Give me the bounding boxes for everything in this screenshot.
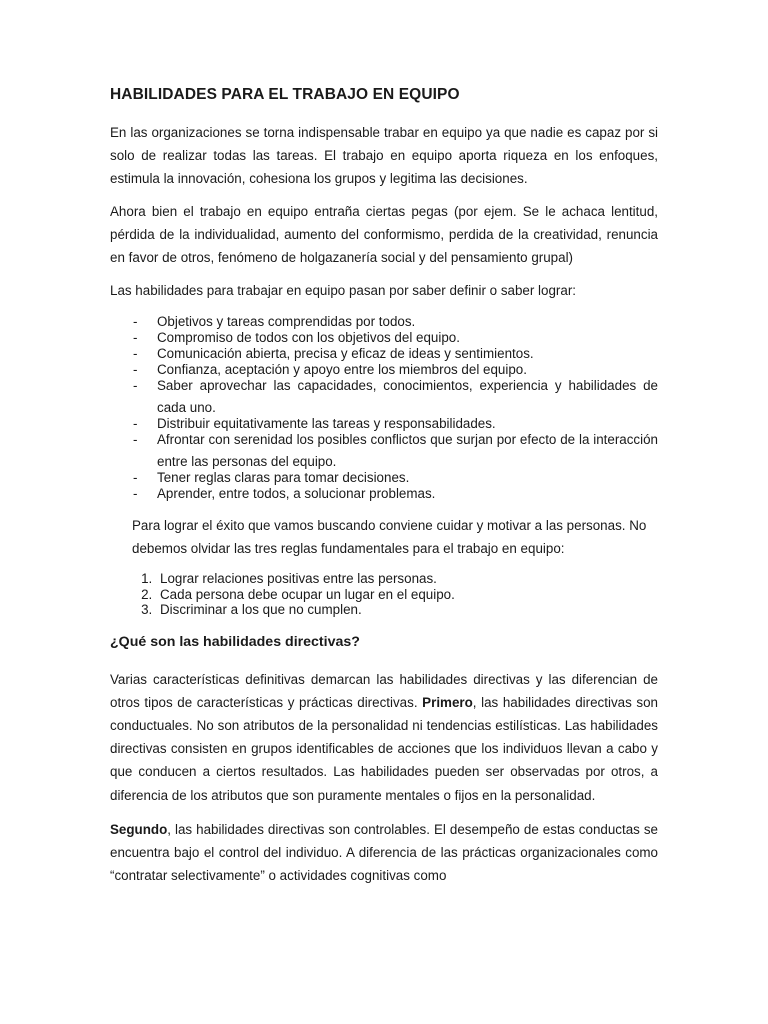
motivation-paragraph: Para lograr el éxito que vamos buscando conviene cuidar y motivar a las personas. No debemos olvidar las tres reglas fundamentales para el trabajo en equipo: bbox=[132, 518, 647, 556]
list-item: - Saber aprovechar las capacidades, conocimientos, experiencia y habilidades de cada uno. bbox=[133, 375, 658, 419]
list-item: - Aprender, entre todos, a solucionar problemas. bbox=[133, 486, 658, 502]
section-heading: ¿Qué son las habilidades directivas? bbox=[110, 633, 360, 650]
paragraph-text: Varias características definitivas demarcan las habilidades directivas y las diferencian de otros tipos de características y prácticas directivas. bbox=[110, 671, 658, 710]
list-item: - Afrontar con serenidad los posibles conflictos que surjan por efecto de la interacción entre las personas del equipo. bbox=[133, 429, 658, 473]
skills-intro-paragraph: Las habilidades para trabajar en equipo pasan por saber definir o saber lograr: bbox=[110, 283, 576, 298]
list-item: - Compromiso de todos con los objetivos del equipo. bbox=[133, 330, 658, 346]
directive-skills-section bbox=[110, 634, 658, 888]
list-item: 2. Cada persona debe ocupar un lugar en el equipo. bbox=[156, 587, 658, 603]
list-item: 1. Lograr relaciones positivas entre las personas. bbox=[156, 571, 658, 587]
list-item: - Distribuir equitativamente las tareas y responsabilidades. bbox=[133, 416, 658, 432]
list-item: 3. Discriminar a los que no cumplen. bbox=[156, 602, 658, 618]
paragraph-text: , las habilidades directivas son conductuales. No son atributos de la personalidad ni tendencias estilísticas. Las habilidades directivas consisten en grupos identificables de acciones que los individuos llevan a cabo y que conducen a ciertos resultados. Las habilidades pueden ser observadas por otros, a diferencia de los atributos que son puramente mentales o fijos en la personalidad. bbox=[110, 694, 658, 803]
intro-paragraph: En las organizaciones se torna indispensable trabar en equipo ya que nadie es capaz por si solo de realizar todas las tareas. El trabajo en equipo aporta riqueza en los enfoques, estimula la innovación, cohesiona los grupos y legitima las decisiones. bbox=[110, 125, 658, 186]
list-item: - Confianza, aceptación y apoyo entre los miembros del equipo. bbox=[133, 362, 658, 378]
rules-list bbox=[110, 571, 658, 618]
drawbacks-paragraph: Ahora bien el trabajo en equipo entraña ciertas pegas (por ejem. Se le achaca lentitud, pérdida de la individualidad, aumento del conformismo, perdida de la creatividad, renuncia en favor de otros, fenómeno de holgazanería social y del pensamiento grupal) bbox=[110, 204, 658, 265]
list-item: - Comunicación abierta, precisa y eficaz de ideas y sentimientos. bbox=[133, 346, 658, 362]
skills-list bbox=[110, 314, 658, 502]
list-item: - Tener reglas claras para tomar decisiones. bbox=[133, 470, 658, 486]
bold-term-segundo: Segundo bbox=[110, 821, 168, 837]
section-paragraph-2 bbox=[110, 818, 658, 888]
section-paragraph-1 bbox=[110, 668, 658, 807]
list-item: - Objetivos y tareas comprendidas por todos. bbox=[133, 314, 658, 330]
paragraph-text: , las habilidades directivas son controlables. El desempeño de estas conductas se encuentra bajo el control del individuo. A diferencia de las prácticas organizacionales como “contratar selectivamente” o actividades cognitivas como bbox=[110, 821, 658, 884]
bold-term-primero: Primero bbox=[422, 694, 473, 710]
page-title: HABILIDADES PARA EL TRABAJO EN EQUIPO bbox=[110, 86, 460, 103]
